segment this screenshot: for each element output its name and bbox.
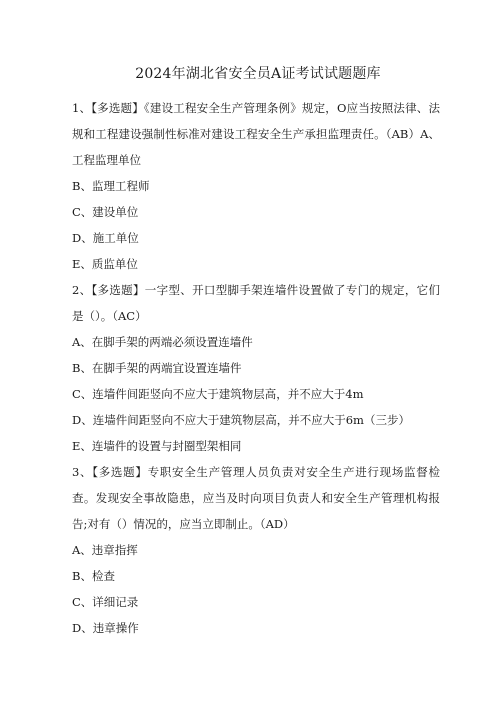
option-d: D、施工单位	[72, 231, 139, 245]
question-3	[72, 459, 440, 641]
option-e: E、连墙件的设置与封圈型架相同	[72, 439, 242, 453]
option-c: C、详细记录	[72, 595, 139, 609]
option-b: B、在脚手架的两端宜设置连墙件	[72, 361, 242, 375]
question-stem: 3、【多选题】专职安全生产管理人员负责对安全生产进行现场监督检查。发现安全事故隐患，应当及时向项目负责人和安全生产管理机构报告;对有（）情况的，应当立即制止。（AD）	[72, 465, 440, 531]
question-2	[72, 277, 440, 459]
option-d: D、连墙件间距竖向不应大于建筑物层高，并不应大于6m（三步）	[72, 413, 410, 427]
option-a: A、违章指挥	[72, 543, 138, 557]
document-title: 2024年湖北省安全员A证考试试题题库	[135, 66, 381, 82]
question-1	[72, 95, 440, 277]
option-b: B、监理工程师	[72, 179, 150, 193]
option-d: D、违章操作	[72, 621, 139, 635]
question-stem: 2、【多选题】一字型、开口型脚手架连墙件设置做了专门的规定，它们是（）。（AC）	[72, 283, 440, 323]
option-c: C、建设单位	[72, 205, 139, 219]
option-b: B、检查	[72, 569, 115, 583]
option-a: A、在脚手架的两端必须设置连墙件	[72, 335, 253, 349]
option-c: C、连墙件间距竖向不应大于建筑物层高，并不应大于4m	[72, 387, 364, 401]
option-e: E、质监单位	[72, 257, 138, 271]
question-stem: 1、【多选题】《建设工程安全生产管理条例》规定，O应当按照法律、法规和工程建设强制性标准对建设工程安全生产承担监理责任。（AB）A、工程监理单位	[72, 101, 440, 167]
